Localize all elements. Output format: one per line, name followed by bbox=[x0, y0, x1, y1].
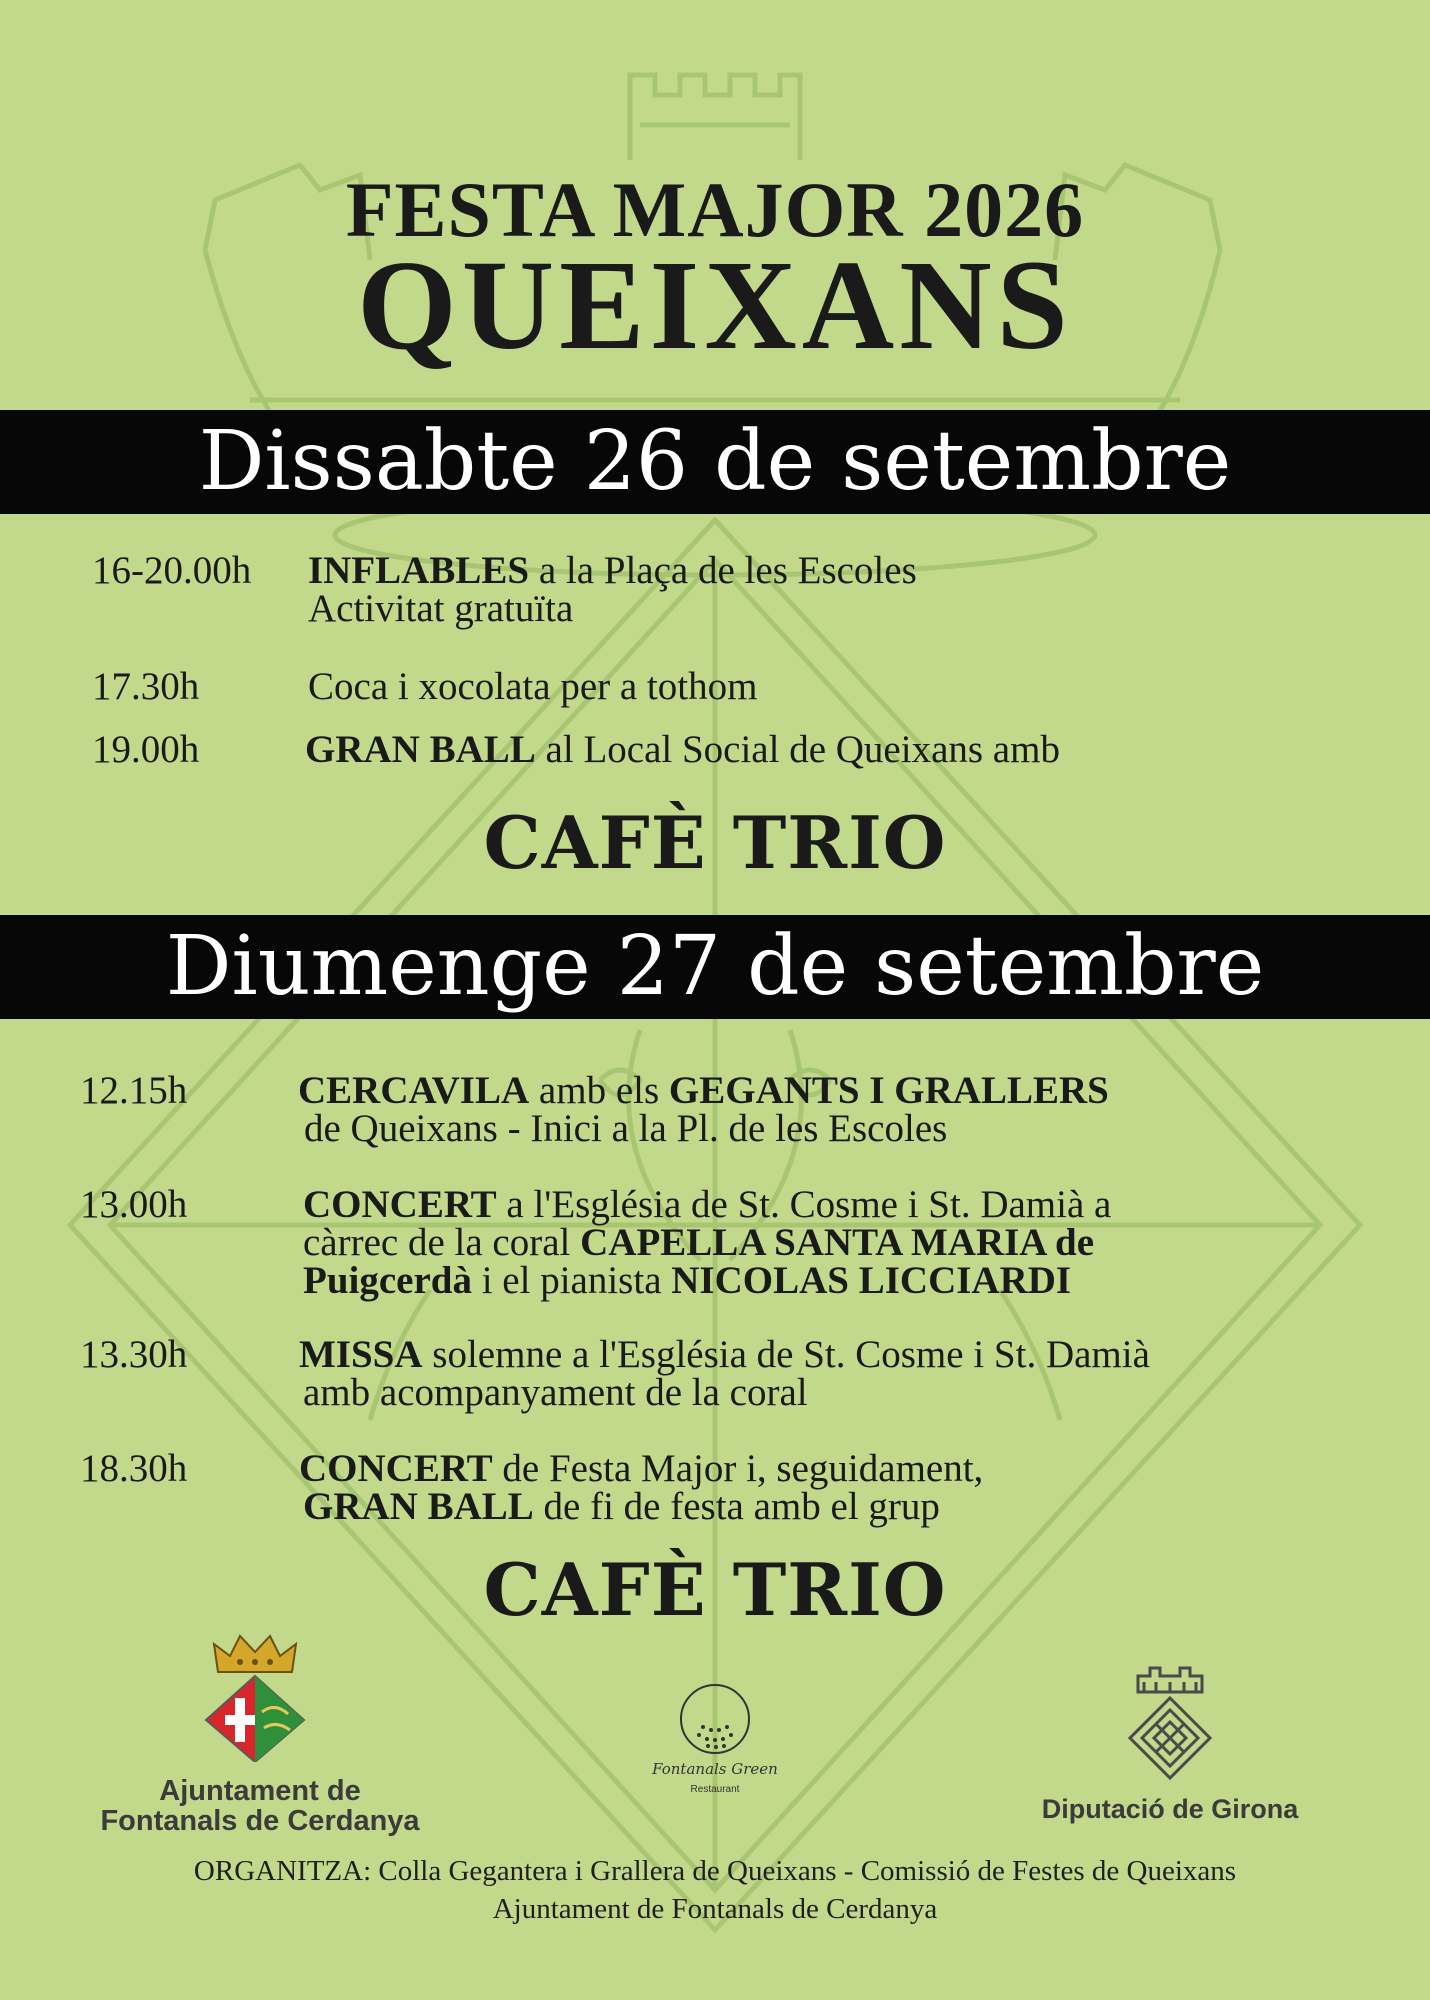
event-time: 16-20.00h bbox=[92, 549, 252, 592]
event-description bbox=[305, 728, 1060, 771]
event-text: solemne a l'Església de St. Cosme i St. Damià bbox=[422, 1333, 1150, 1376]
event-text: i el pianista bbox=[471, 1259, 672, 1302]
event-text: al Local Social de Queixans amb bbox=[535, 728, 1060, 771]
event-highlight: MISSA bbox=[299, 1333, 423, 1376]
event-text: amb els bbox=[529, 1069, 669, 1112]
event-time: 13.30h bbox=[80, 1333, 188, 1376]
event-time: 13.00h bbox=[80, 1183, 188, 1226]
organizer-line: Ajuntament de Fontanals de Cerdanya bbox=[492, 1893, 938, 1925]
ajuntament-logo-text bbox=[80, 1776, 440, 1836]
event-highlight: CAPELLA SANTA MARIA de bbox=[580, 1221, 1095, 1264]
ajuntament-line2: Fontanals de Cerdanya bbox=[100, 1805, 420, 1837]
event-text-line2: Activitat gratuïta bbox=[308, 587, 574, 630]
band-name: CAFÈ TRIO bbox=[483, 800, 947, 885]
event-highlight: INFLABLES bbox=[308, 549, 530, 592]
event-text-line2: de Queixans - Inici a la Pl. de les Escoles bbox=[304, 1107, 948, 1150]
event-time: 17.30h bbox=[92, 665, 200, 708]
festival-title: FESTA MAJOR 2026 bbox=[345, 166, 1085, 253]
golf-ball-icon bbox=[678, 1682, 752, 1756]
event-text: de Festa Major i, seguidament, bbox=[492, 1447, 984, 1490]
band-name: CAFÈ TRIO bbox=[483, 1547, 947, 1632]
event-description bbox=[303, 1183, 1112, 1302]
event-text-line2: amb acompanyament de la coral bbox=[303, 1371, 808, 1414]
event-time: 18.30h bbox=[80, 1447, 188, 1490]
event-highlight: NICOLAS LICCIARDI bbox=[671, 1259, 1072, 1302]
diputacio-girona-emblem-logo bbox=[1122, 1662, 1218, 1782]
event-highlight: CONCERT bbox=[299, 1447, 493, 1490]
event-description bbox=[298, 1069, 1109, 1150]
event-description bbox=[308, 549, 917, 630]
day2-heading: Diumenge 27 de setembre bbox=[0, 915, 1430, 1019]
event-highlight: CONCERT bbox=[303, 1183, 497, 1226]
event-time: 19.00h bbox=[92, 728, 200, 771]
event-highlight: GRAN BALL bbox=[303, 1485, 534, 1528]
restaurant-logo-sub: Restaurant bbox=[690, 1784, 740, 1795]
event-time: 12.15h bbox=[80, 1069, 188, 1112]
event-highlight: GRAN BALL bbox=[305, 728, 536, 771]
event-highlight: Puigcerdà bbox=[303, 1259, 472, 1302]
event-text: a la Plaça de les Escoles bbox=[529, 549, 917, 592]
ajuntament-line1: Ajuntament de bbox=[159, 1775, 361, 1807]
event-text: de fi de festa amb el grup bbox=[533, 1485, 940, 1528]
event-description bbox=[299, 1447, 984, 1528]
event-highlight: CERCAVILA bbox=[298, 1069, 530, 1112]
event-text: a l'Església de St. Cosme i St. Damià a bbox=[496, 1183, 1112, 1226]
event-description: Coca i xocolata per a tothom bbox=[308, 665, 758, 708]
event-text: càrrec de la coral bbox=[303, 1221, 581, 1264]
organizer-line: ORGANITZA: Colla Gegantera i Grallera de Queixans - Comissió de Festes de Queixans bbox=[193, 1855, 1237, 1887]
town-title: QUEIXANS bbox=[357, 234, 1073, 376]
event-description bbox=[299, 1333, 1150, 1414]
diputacio-logo-text: Diputació de Girona bbox=[1041, 1794, 1299, 1824]
ajuntament-coat-of-arms-logo bbox=[200, 1632, 310, 1762]
restaurant-logo-name: Fontanals Green bbox=[652, 1760, 778, 1778]
event-highlight: GEGANTS I GRALLERS bbox=[668, 1069, 1109, 1112]
day1-heading: Dissabte 26 de setembre bbox=[0, 410, 1430, 514]
